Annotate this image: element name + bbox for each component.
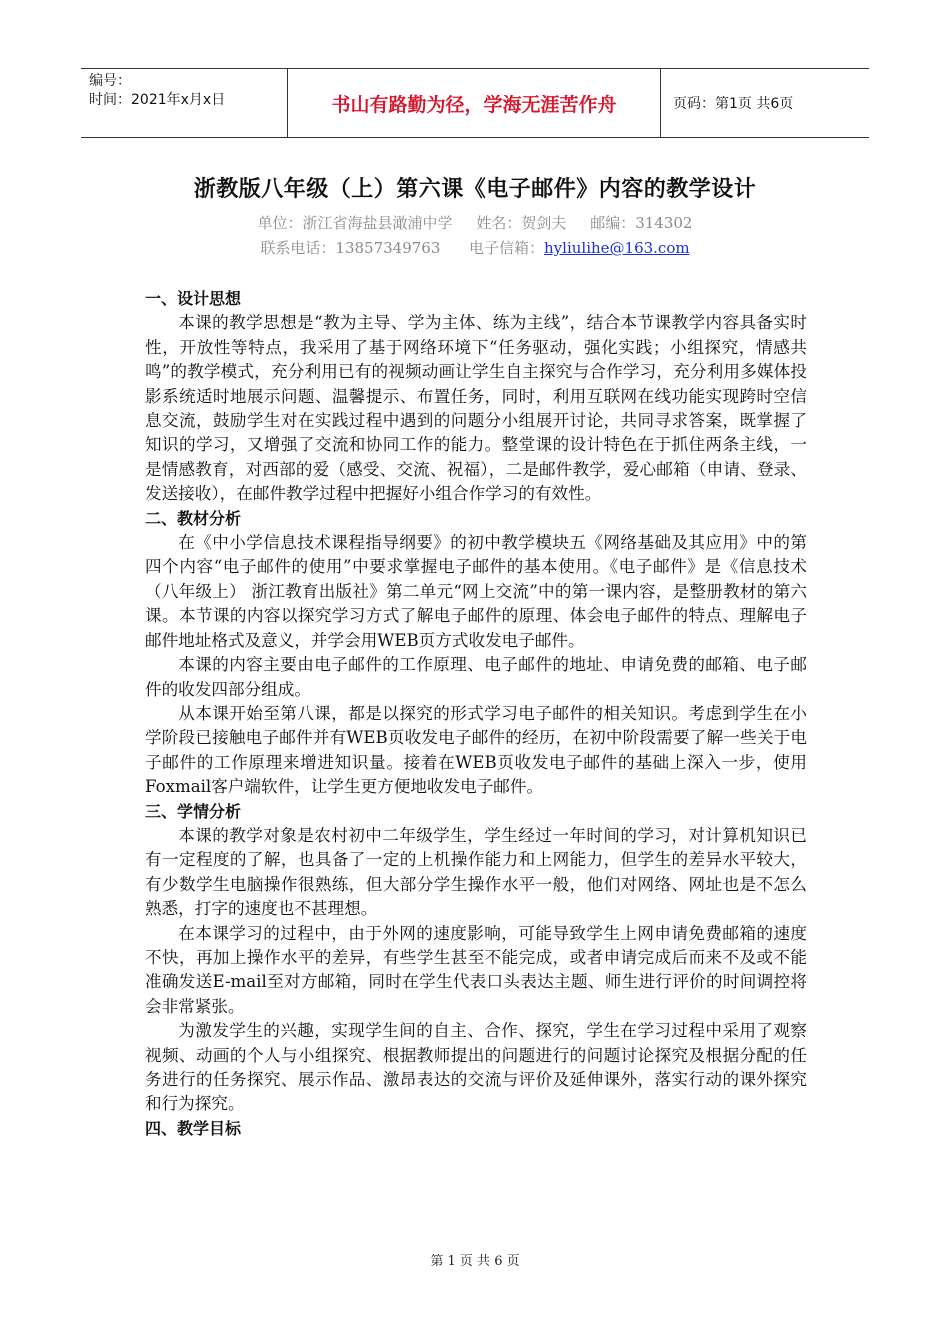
paragraph: 本课的内容主要由电子邮件的工作原理、电子邮件的地址、申请免费的邮箱、电子邮件的收发四部分组成。 [145,655,807,699]
header-page-info: 页码：第1页 共6页 [673,96,794,112]
header-meta [81,69,288,137]
email-label: 电子信箱： [469,239,545,257]
header-motto: 书山有路勤为径，学海无涯苦作舟 [288,69,661,137]
paragraph: 本课的教学思想是“教为主导、学为主体、练为主线”，结合本节课教学内容具备实时性，开放性等特点，我采用了基于网络环境下“任务驱动，强化实践；小组探究，情感共鸣”的教学模式，充分利用已有的视频动画让学生自主探究与合作学习，充分利用多媒体投影系统适时地展示问题、温馨提示、布置任务，同时，利用互联网在线功能实现跨时空信息交流，鼓励学生对在实践过程中遇到的问题分小组展开讨论，共同寻求答案，既掌握了知识的学习，又增强了交流和协同工作的能力。整堂课的设计特色在于抓住两条主线，一是情感教育，对西部的爱（感受、交流、祝福），二是邮件教学，爱心邮箱（申请、登录、发送接收），在邮件教学过程中把握好小组合作学习的有效性。 [145,313,807,504]
page-footer: 第 1 页 共 6 页 [430,1254,520,1269]
section-heading: 一、设计思想 [145,289,242,308]
paragraph: 为激发学生的兴趣，实现学生间的自主、合作、探究，学生在学习过程中采用了观察视频、动画的个人与小组探究、根据教师提出的问题进行的问题讨论探究及根据分配的任务进行的任务探究、展示作品、激昂表达的交流与评价及延伸课外，落实行动的课外探究和行为探究。 [145,1021,807,1114]
section-heading: 四、教学目标 [145,1118,242,1138]
document-body [145,287,807,1141]
doc-number-label: 编号： [89,73,131,89]
doc-time-label: 时间：2021年x月x日 [89,92,226,108]
paragraph: 本课的教学对象是农村初中二年级学生，学生经过一年时间的学习，对计算机知识已有一定程度的了解，也具备了一定的上机操作能力和上网能力，但学生的差异水平较大，有少数学生电脑操作很熟练，但大部分学生操作水平一般，他们对网络、网址也是不怎么熟悉，打字的速度也不甚理想。 [145,825,807,919]
phone-text: 联系电话：13857349763 [260,239,441,257]
email-link[interactable]: hyliulihe@163.com [544,239,690,257]
paragraph: 从本课开始至第八课，都是以探究的形式学习电子邮件的相关知识。考虑到学生在小学阶段已接触电子邮件并有WEB页收发电子邮件的经历，在初中阶段需要了解一些关于电子邮件的工作原理来增进知识量。接着在WEB页收发电子邮件的基础上深入一步，使用Foxmail客户端软件，让学生更方便地收发电子邮件。 [145,703,807,797]
page-header [81,68,869,138]
paragraph: 在本课学习的过程中，由于外网的速度影响，可能导致学生上网申请免费邮箱的速度不快，再加上操作水平的差异，有些学生甚至不能完成，或者申请完成后而来不及或不能准确发送E-mail至对方邮箱，同时在学生代表口头表达主题、师生进行评价的时间调控将会非常紧张。 [145,923,807,1016]
section-heading: 三、学情分析 [145,801,242,821]
section-heading: 二、教材分析 [145,508,242,528]
document-title: 浙教版八年级（上）第六课《电子邮件》内容的教学设计 [193,177,757,202]
contact-info [0,237,950,258]
author-info: 单位：浙江省海盐县澉浦中学 姓名：贺剑夫 邮编：314302 [257,214,693,232]
paragraph: 在《中小学信息技术课程指导纲要》的初中教学模块五《网络基础及其应用》中的第四个内容“电子邮件的使用”中要求掌握电子邮件的基本使用。《电子邮件》是《信息技术（八年级上） 浙江教育出版社》第二单元“网上交流”中的第一课内容，是整册教材的第六课。本节课的内容以探究学习方式了解电子邮件的原理、体会电子邮件的特点、理解电子邮件地址格式及意义，并学会用WEB页方式收发电子邮件。 [145,533,807,650]
